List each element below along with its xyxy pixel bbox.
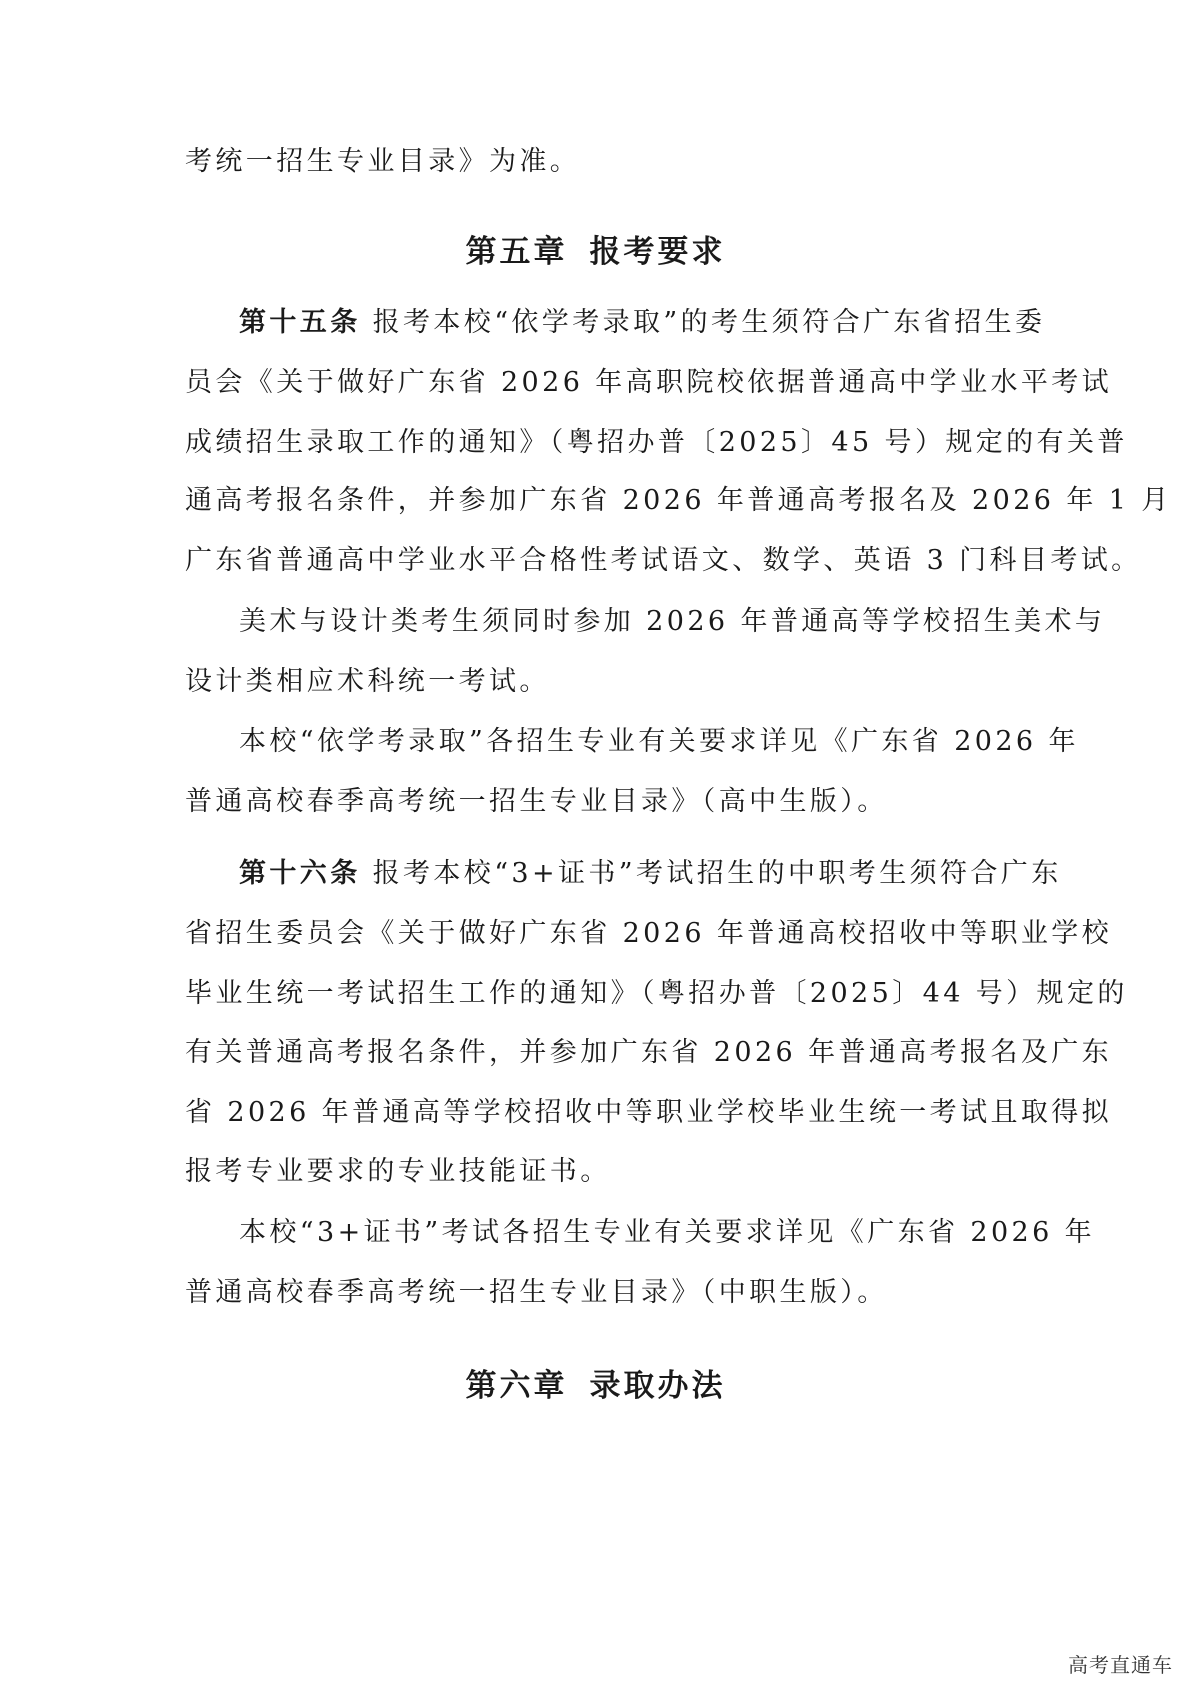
article-16-text: 报考本校“3+证书”考试招生的中职考生须符合广东 [372,858,1062,889]
paragraph-line: 有关普通高考报名条件，并参加广东省 2026 年普通高考报名及广东 [185,1037,1113,1068]
chapter-title: 报考要求 [589,234,726,270]
chapter-title: 录取办法 [589,1368,726,1404]
paragraph-line: 毕业生统一考试招生工作的通知》（粤招办普〔2025〕44 号）规定的 [185,978,1128,1009]
paragraph-line: 报考专业要求的专业技能证书。 [185,1156,611,1187]
paragraph-line: 设计类相应术科统一考试。 [185,666,550,697]
article-15-label: 第十五条 [239,307,361,338]
paragraph-line: 美术与设计类考生须同时参加 2026 年普通高等学校招生美术与 [239,606,1106,637]
paragraph-line: 本校“依学考录取”各招生专业有关要求详见《广东省 2026 年 [239,726,1079,757]
article-15-line-1 [239,303,1046,343]
article-16-line-1 [239,854,1062,894]
article-16-label: 第十六条 [239,858,361,889]
paragraph-line: 普通高校春季高考统一招生专业目录》（高中生版）。 [185,786,888,817]
chapter-6-heading [0,1364,1191,1408]
paragraph-line: 考统一招生专业目录》为准。 [185,146,581,177]
paragraph-line: 通高考报名条件，并参加广东省 2026 年普通高考报名及 2026 年 1 月 [185,485,1172,516]
paragraph-line: 成绩招生录取工作的通知》（粤招办普〔2025〕45 号）规定的有关普 [185,427,1128,458]
watermark-text: 高考直通车 [1068,1653,1173,1677]
chapter-number: 第六章 [465,1368,568,1404]
paragraph-line: 员会《关于做好广东省 2026 年高职院校依据普通高中学业水平考试 [185,367,1113,398]
paragraph-line: 广东省普通高中学业水平合格性考试语文、数学、英语 3 门科目考试。 [185,545,1142,576]
paragraph-line: 省招生委员会《关于做好广东省 2026 年普通高校招收中等职业学校 [185,918,1113,949]
article-15-text: 报考本校“依学考录取”的考生须符合广东省招生委 [372,307,1046,338]
paragraph-line: 本校“3+证书”考试各招生专业有关要求详见《广东省 2026 年 [239,1217,1096,1248]
paragraph-line: 省 2026 年普通高等学校招收中等职业学校毕业生统一考试且取得拟 [185,1097,1113,1128]
chapter-5-heading [0,230,1191,274]
chapter-number: 第五章 [465,234,568,270]
paragraph-line: 普通高校春季高考统一招生专业目录》（中职生版）。 [185,1277,888,1308]
